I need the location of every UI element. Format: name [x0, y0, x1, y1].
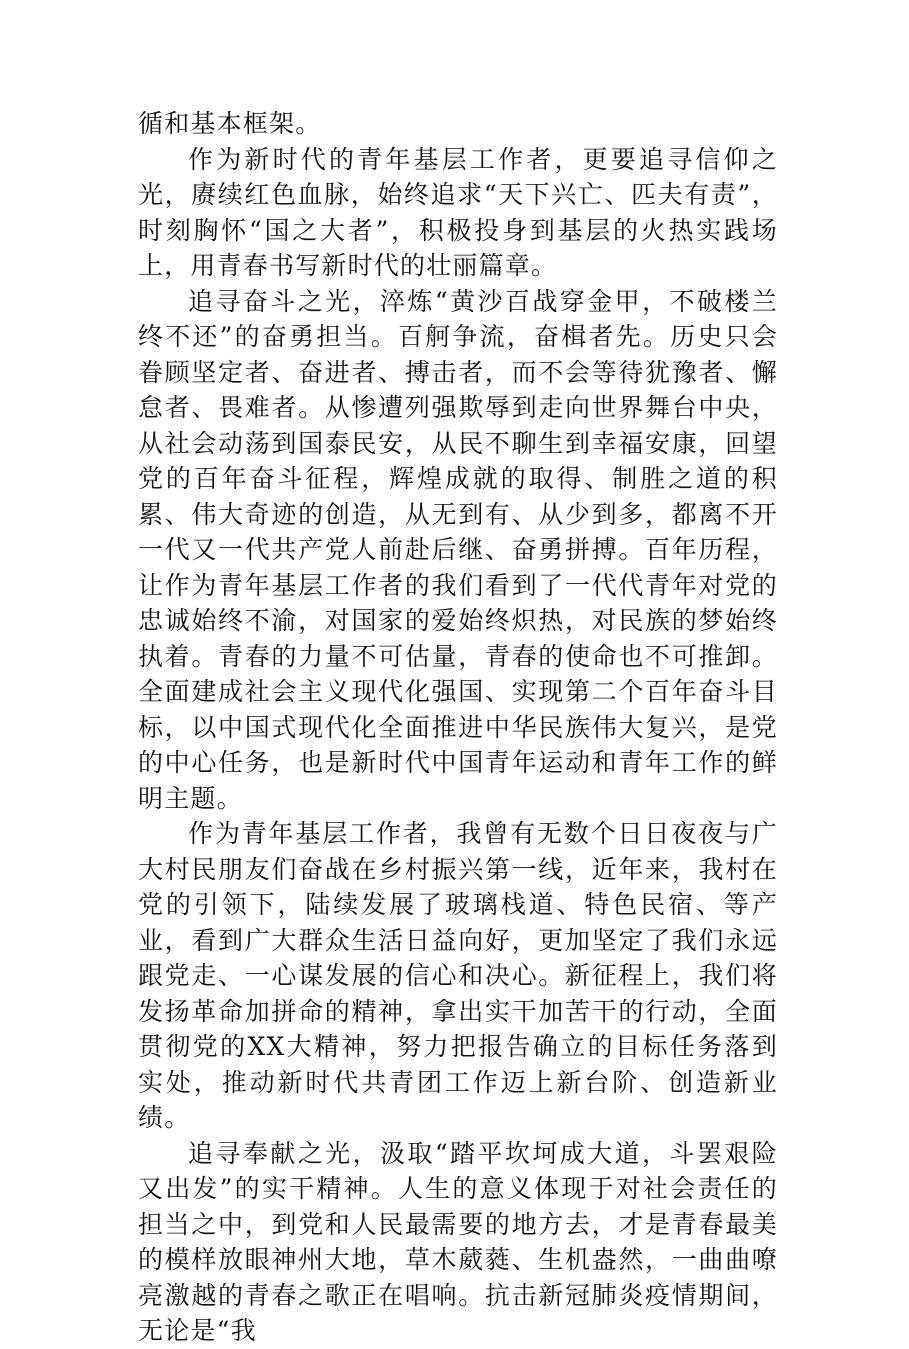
paragraph-4: 作为青年基层工作者，我曾有无数个日日夜夜与广大村民朋友们奋战在乡村振兴第一线，近年来，我村在党的引领下，陆续发展了玻璃栈道、特色民宿、等产业，看到广大群众生活日益向好，更加坚定了我们永远跟党走、一心谋发展的信心和决心。新征程上，我们将发扬革命加拼命的精神，拿出实干加苦干的行动，全面贯彻党的XX大精神，努力把报告确立的目标任务落到实处，推动新时代共青团工作迈上新台阶、创造新业绩。 — [138, 819, 778, 1132]
paragraph-2: 作为新时代的青年基层工作者，更要追寻信仰之光，赓续红色血脉，始终追求“天下兴亡、匹夫有责”，时刻胸怀“国之大者”，积极投身到基层的火热实践场上，用青春书写新时代的壮丽篇章。 — [138, 144, 778, 280]
document-body — [138, 106, 778, 1349]
paragraph-5: 追寻奉献之光，汲取“踏平坎坷成大道，斗罢艰险又出发”的实干精神。人生的意义体现于对社会责任的担当之中，到党和人民最需要的地方去，才是青春最美的模样放眼神州大地，草木葳蕤、生机盎然，一曲曲嘹亮激越的青春之歌正在唱响。抗击新冠肺炎疫情期间，无论是“我 — [138, 1138, 778, 1345]
paragraph-3: 追寻奋斗之光，淬炼“黄沙百战穿金甲，不破楼兰终不还”的奋勇担当。百舸争流，奋楫者先。历史只会眷顾坚定者、奋进者、搏击者，而不会等待犹豫者、懈怠者、畏难者。从惨遭列强欺辱到走向世界舞台中央，从社会动荡到国泰民安，从民不聊生到幸福安康，回望党的百年奋斗征程，辉煌成就的取得、制胜之道的积累、伟大奇迹的创造，从无到有、从少到多，都离不开一代又一代共产党人前赴后继、奋勇拼搏。百年历程，让作为青年基层工作者的我们看到了一代代青年对党的忠诚始终不渝，对国家的爱始终炽热，对民族的梦始终执着。青春的力量不可估量，青春的使命也不可推卸。全面建成社会主义现代化强国、实现第二个百年奋斗目标，以中国式现代化全面推进中华民族伟大复兴，是党的中心任务，也是新时代中国青年运动和青年工作的鲜明主题。 — [138, 286, 778, 813]
paragraph-1: 循和基本框架。 — [138, 109, 322, 138]
